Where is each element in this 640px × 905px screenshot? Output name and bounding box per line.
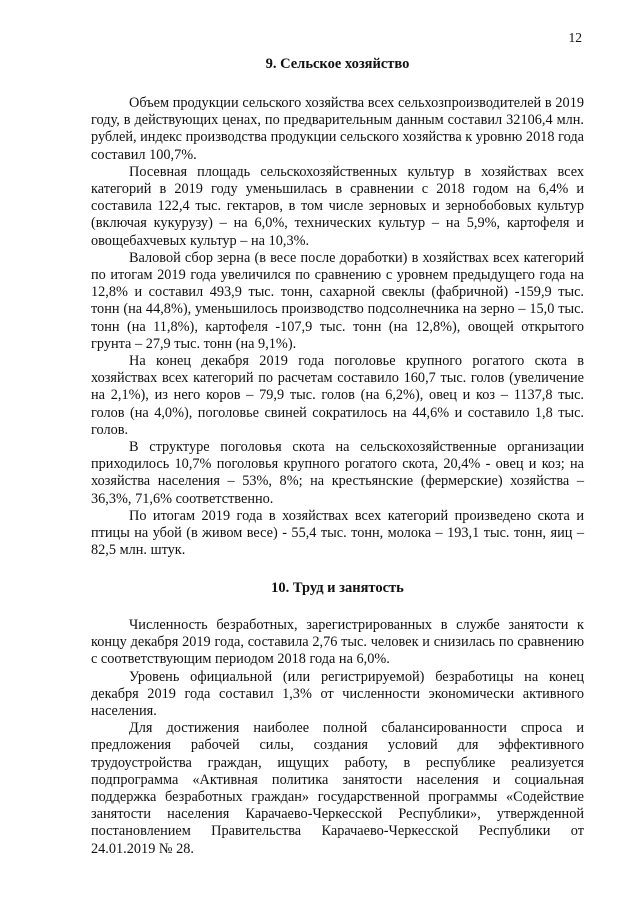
section-10-body (91, 617, 584, 858)
paragraph-unemployment-rate: Уровень официальной (или регистрируемой) безработицы на конец декабря 2019 года составил 1,3% от численности экономически активного населения. (91, 668, 584, 720)
paragraph-sown-area: Посевная площадь сельскохозяйственных культур в хозяйствах всех категорий в 2019 году уменьшилась в сравнении с 2018 годом на 6,4% и составила 122,4 тыс. гектаров, в том числе зерновых и зернобобовых культур (включая кукурузу) – на 6,0%, технических культур – на 5,9%, картофеля и овощебахчевых культур – на 10,3%. (91, 163, 584, 249)
page-number: 12 (568, 30, 582, 45)
paragraph-livestock-count: На конец декабря 2019 года поголовье крупного рогатого скота в хозяйствах всех категорий по расчетам составило 160,7 тыс. голов (увеличение на 2,1%), из него коров – 79,9 тыс. голов (на 6,2%), овец и коз – 1137,8 тыс. голов (на 4,0%), поголовье свиней сократилось на 44,6% и составило 1,8 тыс. голов. (91, 353, 584, 438)
paragraph-livestock-structure: В структуре поголовья скота на сельскохозяйственные организации приходилось 10,7% поголовья крупного рогатого скота, 20,4% - овец и коз; на хозяйства населения – 53%, 8%; на крестьянские (фермерские) хозяйства – 36,3%, 71,6% соответственно. (91, 439, 584, 507)
paragraph-employment-program: Для достижения наиболее полной сбалансированности спроса и предложения рабочей силы, создания условий для эффективного трудоустройства граждан, ищущих работу, в республике реализуется подпрограмма «Активная политика занятости населения и социальная поддержка безработных граждан» государственной программы «Содействие занятости населения Карачаево-Черкесской Республики», утвержденной постановлением Правительства Карачаево-Черкесской Республики от 24.01.2019 № 28. (91, 720, 584, 857)
section-9-title: 9. Сельское хозяйство (265, 56, 410, 72)
section-9-body (91, 95, 584, 559)
paragraph-grain-harvest: Валовой сбор зерна (в весе после доработки) в хозяйствах всех категорий по итогам 2019 года увеличился по сравнению с уровнем предыдущего года на 12,8% и составил 493,9 тыс. тонн, сахарной свеклы (фабричной) -159,9 тыс. тонн (на 44,8%), уменьшилось производство подсолнечника на зерно – 15,0 тыс. тонн (на 11,8%), картофеля -107,9 тыс. тонн (на 12,8%), овощей открытого грунта – 27,9 тыс. тонн (на 9,1%). (91, 249, 584, 352)
paragraph-unemployed-count: Численность безработных, зарегистрированных в службе занятости к концу декабря 2019 года, составила 2,76 тыс. человек и снизилась по сравнению с соответствующим периодом 2018 года на 6,0%. (91, 617, 584, 668)
section-10-title: 10. Труд и занятость (271, 580, 404, 596)
paragraph-agri-output: Объем продукции сельского хозяйства всех сельхозпроизводителей в 2019 году, в действующих ценах, по предварительным данным составил 32106,4 млн. рублей, индекс производства продукции сельского хозяйства к уровню 2018 года составил 100,7%. (91, 95, 584, 163)
paragraph-production-output: По итогам 2019 года в хозяйствах всех категорий произведено скота и птицы на убой (в живом весе) - 55,4 тыс. тонн, молока – 193,1 тыс. тонн, яиц – 82,5 млн. штук. (91, 507, 584, 559)
